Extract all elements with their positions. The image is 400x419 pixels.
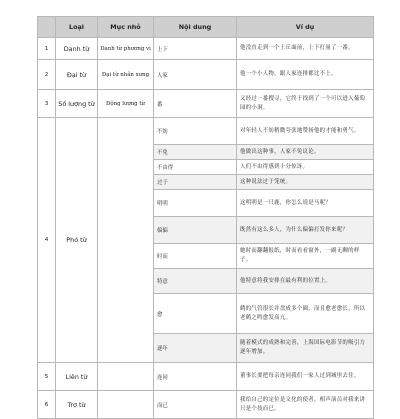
word-content: 人家: [154, 60, 237, 90]
row-number: 1: [38, 38, 56, 60]
word-content: 偏偏: [154, 217, 237, 244]
word-example: 他没直走到一个土丘面前，上下打量了一番。: [237, 38, 374, 60]
table-row: [38, 38, 374, 60]
word-subcategory: [98, 391, 154, 419]
word-type: Danh từ: [56, 38, 98, 60]
header-subcategory: Mục nhỏ: [98, 17, 154, 38]
header-example: Ví dụ: [237, 17, 374, 38]
word-example: 对年轻人不妨稍微夸张地赞扬他的才能和勇气。: [237, 118, 374, 145]
word-content: 不妨: [154, 118, 237, 145]
word-content: 而已: [154, 391, 237, 419]
table-header-row: [38, 17, 374, 38]
word-type: Đại từ: [56, 60, 98, 90]
word-content: 时而: [154, 244, 237, 269]
word-example: 她时而翻翻报纸，时而看看窗外，一副无聊的样子。: [237, 244, 374, 269]
header-content: Nội dung: [154, 17, 237, 38]
word-example: 又经过一番搜寻，它终于找到了一个可以进入葡萄园的小洞。: [237, 90, 374, 118]
word-example: 董事长要把每亲连同我们一家人过到城里去住。: [237, 363, 374, 391]
row-number: 4: [38, 118, 56, 363]
word-type: Phó từ: [56, 118, 98, 363]
row-number: 2: [38, 60, 56, 90]
word-example: 鹤的气管很长并盘成多个圈，而且愈老愈长，所以老鹤之鸣愈发高亢。: [237, 294, 374, 334]
word-subcategory: Đại từ nhân xưng: [98, 60, 154, 90]
row-number: 6: [38, 391, 56, 419]
word-example: 人们不由得感到十分惊讶。: [237, 160, 374, 175]
table-row: [38, 118, 374, 145]
table-row: [38, 90, 374, 118]
word-example: 这种说法过于笼统。: [237, 175, 374, 190]
table-row: [38, 363, 374, 391]
word-example: 随着模式的成熟和完善，上海国际电影节的吸引力逐年增加。: [237, 334, 374, 363]
table-row: [38, 60, 374, 90]
word-example: 他做出这种事，人家不免议论。: [237, 145, 374, 160]
word-content: 番: [154, 90, 237, 118]
word-content: 特意: [154, 269, 237, 294]
word-content: 不免: [154, 145, 237, 160]
vocabulary-table: [37, 16, 374, 419]
header-index: [38, 17, 56, 38]
word-subcategory: [98, 363, 154, 391]
word-type: Liên từ: [56, 363, 98, 391]
word-example: 他特意将我安排在最有利的位置上。: [237, 269, 374, 294]
word-subcategory: [98, 118, 154, 363]
word-example: 既然有这么多人，为什么偏偏打发你来呢？: [237, 217, 374, 244]
word-content: 逐年: [154, 334, 237, 363]
word-type: Trợ từ: [56, 391, 98, 419]
word-content: 过于: [154, 175, 237, 190]
word-subcategory: Danh từ phương vị: [98, 38, 154, 60]
row-number: 3: [38, 90, 56, 118]
word-content: 连同: [154, 363, 237, 391]
word-example: 他一个小人物，跟人家连排都比不上。: [237, 60, 374, 90]
word-subcategory: Động lượng từ: [98, 90, 154, 118]
header-type: Loại: [56, 17, 98, 38]
word-type: Số lượng từ: [56, 90, 98, 118]
word-content: 明明: [154, 190, 237, 217]
word-example: 这明明是一只鹿，你怎么说是马呢？: [237, 190, 374, 217]
word-content: 不由得: [154, 160, 237, 175]
word-content: 上下: [154, 38, 237, 60]
table-row: [38, 391, 374, 419]
row-number: 5: [38, 363, 56, 391]
word-content: 愈: [154, 294, 237, 334]
word-example: 我给自己的定位是文化的使者，相声演员对我来讲只是个技而已。: [237, 391, 374, 419]
